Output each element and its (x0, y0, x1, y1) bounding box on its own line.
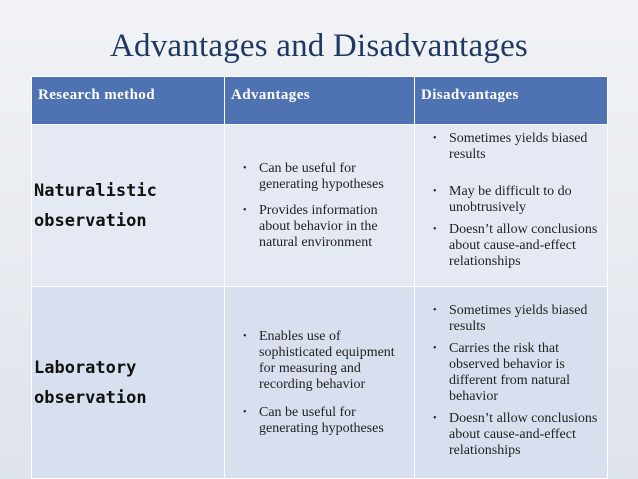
disadvantages-cell (415, 287, 608, 479)
table-row (32, 287, 608, 479)
table-row (32, 125, 608, 287)
method-cell: Laboratory observation (32, 287, 225, 479)
list-item: • Doesn’t allow conclusions about cause-and-effect relationships (433, 411, 603, 459)
comparison-table (31, 76, 608, 479)
list-item: • Carries the risk that observed behavior is different from natural behavior (433, 341, 603, 405)
advantages-cell (225, 125, 415, 287)
method-cell: Naturalistic observation (32, 125, 225, 287)
disadvantages-cell (415, 125, 608, 287)
list-item: • Can be useful for generating hypotheses (243, 405, 410, 437)
slide-title: Advantages and Disadvantages (110, 28, 528, 64)
table-header-row (32, 77, 608, 125)
list-item: • Provides information about behavior in the natural environment (243, 203, 410, 251)
list-item: • Doesn’t allow conclusions about cause-and-effect relationships (433, 222, 603, 270)
header-research-method: Research method (32, 77, 225, 125)
list-item: • Enables use of sophisticated equipment for measuring and recording behavior (243, 329, 410, 393)
list-item: • Can be useful for generating hypotheses (243, 161, 410, 193)
list-item: • Sometimes yields biased results (433, 131, 603, 163)
header-advantages: Advantages (225, 77, 415, 125)
list-item: • Sometimes yields biased results (433, 303, 603, 335)
header-disadvantages: Disadvantages (415, 77, 608, 125)
advantages-cell (225, 287, 415, 479)
list-item: • May be difficult to do unobtrusively (433, 184, 603, 216)
